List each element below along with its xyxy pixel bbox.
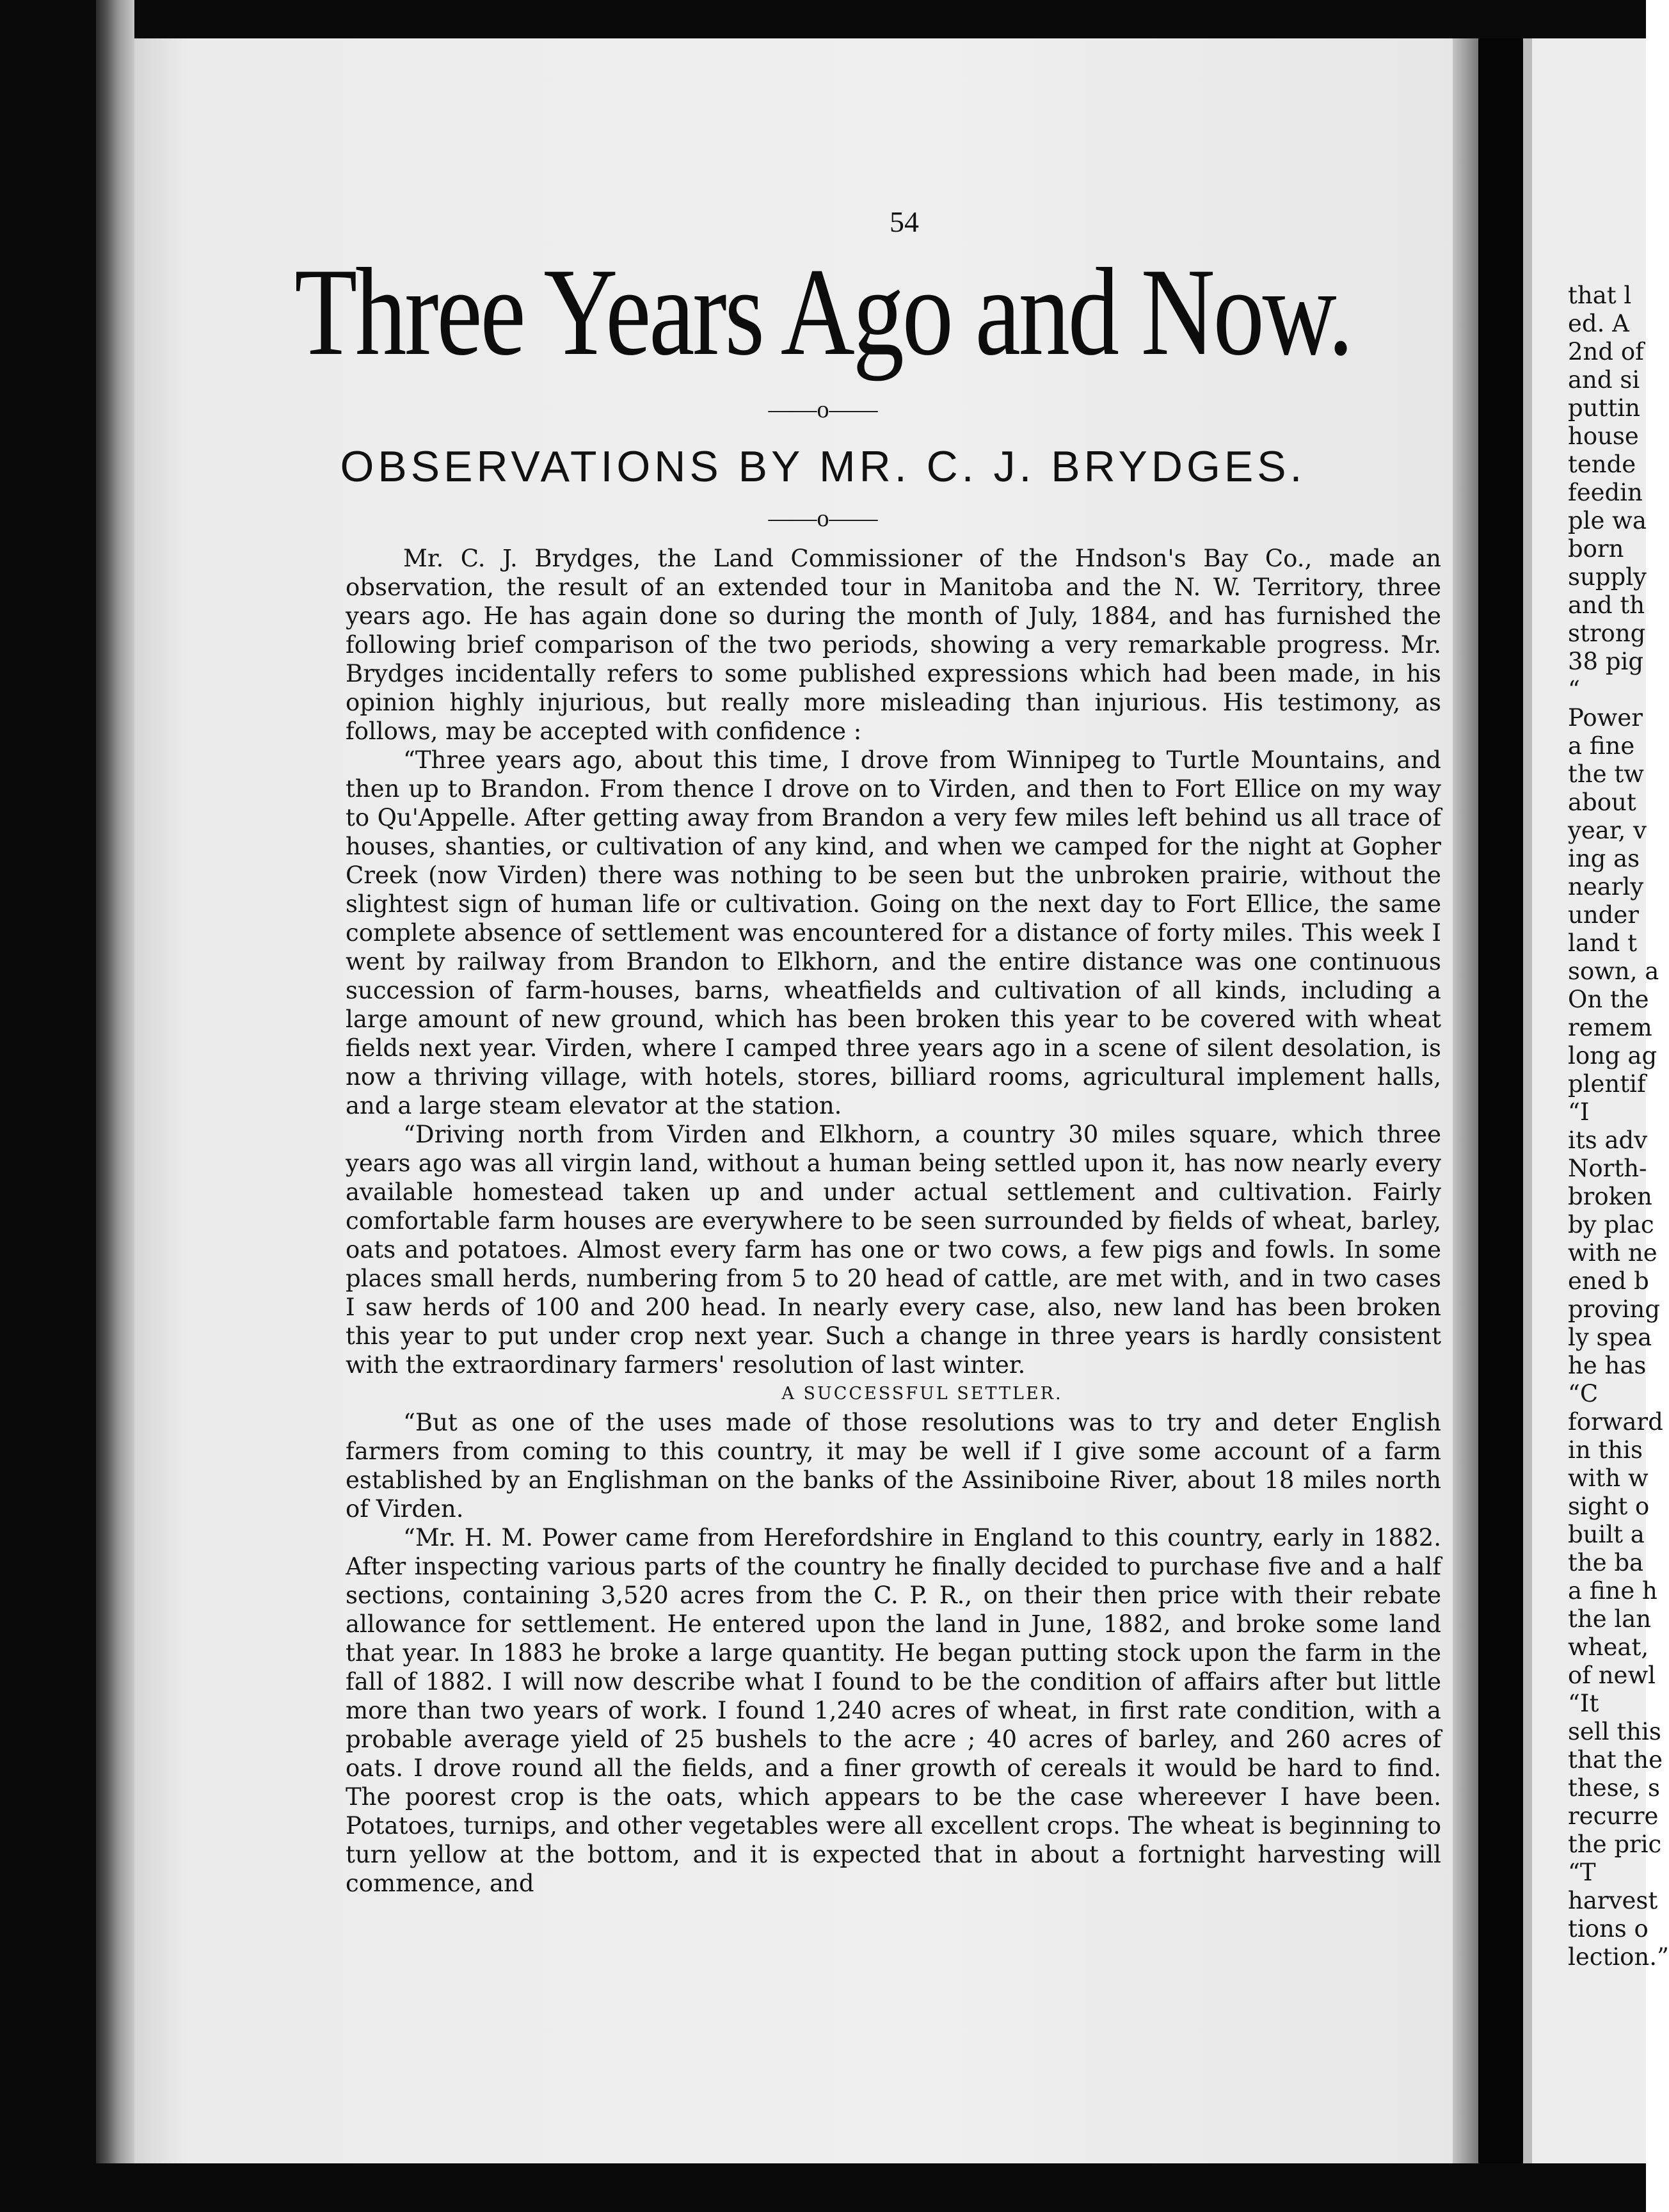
- right-column-line: house: [1568, 422, 1639, 450]
- right-column-line: sown, a: [1568, 958, 1659, 985]
- right-column-line: sight o: [1568, 1493, 1650, 1520]
- right-column-line: North-: [1568, 1155, 1647, 1182]
- right-page-text-fragments: [1568, 282, 1669, 1971]
- right-column-line: and si: [1568, 366, 1640, 394]
- right-column-line: proving: [1568, 1295, 1660, 1323]
- right-column-line: “C: [1568, 1380, 1599, 1407]
- page-number: 54: [890, 205, 919, 238]
- right-column-line: forward: [1568, 1408, 1663, 1436]
- right-column-line: the lan: [1568, 1605, 1652, 1633]
- right-column-line: Power: [1568, 704, 1643, 732]
- right-column-line: puttin: [1568, 394, 1640, 422]
- book-spine-edge: [96, 0, 134, 2212]
- right-column-line: tions o: [1568, 1915, 1649, 1943]
- right-column-line: ly spea: [1568, 1324, 1652, 1351]
- page-subtitle: OBSERVATIONS BY MR. C. J. BRYDGES.: [340, 442, 1306, 491]
- section-heading: A SUCCESSFUL SETTLER.: [781, 1384, 1063, 1404]
- right-column-line: by plac: [1568, 1211, 1654, 1238]
- right-column-line: with w: [1568, 1464, 1649, 1492]
- right-column-line: that the: [1568, 1746, 1663, 1774]
- right-column-line: with ne: [1568, 1239, 1657, 1267]
- paragraph-power-farm: “Mr. H. M. Power came from Herefordshire in England to this country, early in 1882. After inspecting various parts of the country he finally decided to purchase five and a half sections, containing 3,520 acres from the C. P. R., on their then price with their rebate allowance for settlement. He entered upon the land in June, 1882, and broke some land that year. In 1883 he broke a large quantity. He began putting stock upon the farm in the fall of 1882. I will now describe what I found to be the condition of affairs after but little more than two years of work. I found 1,240 acres of wheat, in first rate condition, with a probable average yield of 25 bushels to the acre ; 40 acres of barley, and 260 acres of oats. I drove round all the fields, and a finer growth of cereals it would be hard to find. The poorest crop is the oats, which appears to be the case whereever I have been. Potatoes, turnips, and other vegetables were all excellent crops. The wheat is beginning to turn yellow at the bottom, and it is expected that in about a fortnight harvesting will commence, and: [346, 1524, 1441, 1897]
- right-column-line: tende: [1568, 451, 1636, 478]
- title-divider: ——o——: [768, 396, 878, 423]
- right-column-line: recurre: [1568, 1802, 1659, 1830]
- right-column-line: ple wa: [1568, 507, 1647, 534]
- right-column-line: that l: [1568, 282, 1632, 309]
- right-page-edge: [1523, 38, 1532, 2163]
- right-column-line: of newl: [1568, 1662, 1656, 1689]
- right-column-line: its adv: [1568, 1126, 1648, 1154]
- scan-frame-bottom: [0, 2163, 1646, 2212]
- right-column-line: a fine h: [1568, 1577, 1657, 1605]
- right-column-line: “: [1568, 676, 1580, 703]
- right-column-line: plentif: [1568, 1070, 1646, 1098]
- right-column-line: built a: [1568, 1521, 1645, 1548]
- right-column-line: “T: [1568, 1859, 1596, 1886]
- right-column-line: he has: [1568, 1352, 1647, 1379]
- right-column-line: 38 pig: [1568, 648, 1644, 675]
- right-column-line: a fine: [1568, 732, 1635, 760]
- right-column-line: and th: [1568, 591, 1645, 619]
- scan-frame-top: [0, 0, 1646, 38]
- right-column-line: long ag: [1568, 1042, 1657, 1070]
- right-column-line: “I: [1568, 1098, 1590, 1126]
- right-column-line: strong: [1568, 620, 1646, 647]
- right-column-line: land t: [1568, 929, 1638, 957]
- right-column-line: broken: [1568, 1183, 1652, 1210]
- right-column-line: under: [1568, 901, 1639, 929]
- scan-frame-left: [0, 0, 96, 2212]
- paragraph-three-years-ago: “Three years ago, about this time, I drove from Winnipeg to Turtle Mountains, and then up to Brandon. From thence I drove on to Virden, and then to Fort Ellice on my way to Qu'Appelle. After getting away from Brandon a very few miles left behind us all trace of houses, shanties, or cultivation of any kind, and when we camped for the night at Gopher Creek (now Virden) there was nothing to be seen but the unbroken prairie, without the slightest sign of human life or cultivation. Going on the next day to Fort Ellice, the same complete absence of settlement was encountered for a distance of forty miles. This week I went by railway from Brandon to Elkhorn, and the entire distance was one continuous succession of farm-houses, barns, wheatfields and cultivation of all kinds, including a large amount of new ground, which has been broken this year to be covered with wheat fields next year. Virden, where I camped three years ago in a scene of silent desolation, is now a thriving village, with hotels, stores, billiard rooms, agricultural implement halls, and a large steam elevator at the station.: [346, 746, 1441, 1119]
- paragraph-intro: Mr. C. J. Brydges, the Land Commissioner of the Hndson's Bay Co., made an observation, the result of an extended tour in Manitoba and the N. W. Territory, three years ago. He has again done so during the month of July, 1884, and has furnished the following brief comparison of the two periods, showing a very remarkable progress. Mr. Brydges incidentally refers to some published expressions which had been made, in his opinion highly injurious, but really more misleading than injurious. His testimony, as follows, may be accepted with confidence :: [346, 545, 1441, 745]
- right-column-line: about: [1568, 789, 1636, 816]
- right-column-line: the pric: [1568, 1831, 1662, 1858]
- right-column-line: “It: [1568, 1690, 1599, 1717]
- right-column-line: sell this: [1568, 1718, 1661, 1745]
- right-column-line: ened b: [1568, 1267, 1649, 1295]
- right-column-line: feedin: [1568, 479, 1643, 506]
- right-column-line: supply: [1568, 563, 1647, 591]
- right-column-line: these, s: [1568, 1774, 1660, 1802]
- right-column-line: wheat,: [1568, 1633, 1649, 1661]
- article-body: [346, 544, 1441, 1898]
- right-column-line: born: [1568, 535, 1624, 563]
- right-column-line: On the: [1568, 986, 1649, 1013]
- right-column-line: ed. A: [1568, 310, 1629, 337]
- right-column-line: the ba: [1568, 1549, 1644, 1576]
- right-column-line: year, v: [1568, 817, 1647, 844]
- right-column-line: 2nd of: [1568, 338, 1644, 365]
- right-column-line: harvest: [1568, 1887, 1658, 1914]
- right-column-line: lection.”: [1568, 1943, 1669, 1971]
- paragraph-resolutions: “But as one of the uses made of those resolutions was to try and deter English farmers from coming to this country, it may be well if I give some account of a farm established by an Englishman on the banks of the Assiniboine River, about 18 miles north of Virden.: [346, 1409, 1441, 1523]
- page-title: Three Years Ago and Now.: [294, 243, 1352, 381]
- right-column-line: remem: [1568, 1014, 1652, 1041]
- right-column-line: the tw: [1568, 760, 1644, 788]
- right-column-line: nearly: [1568, 873, 1644, 901]
- right-column-line: ing as: [1568, 845, 1640, 872]
- right-column-line: in this: [1568, 1436, 1643, 1464]
- subtitle-divider: ——o——: [768, 505, 878, 532]
- paragraph-driving-north: “Driving north from Virden and Elkhorn, a country 30 miles square, which three years ago was all virgin land, without a human being settled upon it, has now nearly every available homestead taken up and under actual settlement and cultivation. Fairly comfortable farm houses are everywhere to be seen surrounded by fields of wheat, barley, oats and potatoes. Almost every farm has one or two cows, a few pigs and fowls. In some places small herds, numbering from 5 to 20 head of cattle, are met with, and in two cases I saw herds of 100 and 200 head. In nearly every case, also, new land has been broken this year to put under crop next year. Such a change in three years is hardly consistent with the extraordinary farmers' resolution of last winter.: [346, 1121, 1441, 1379]
